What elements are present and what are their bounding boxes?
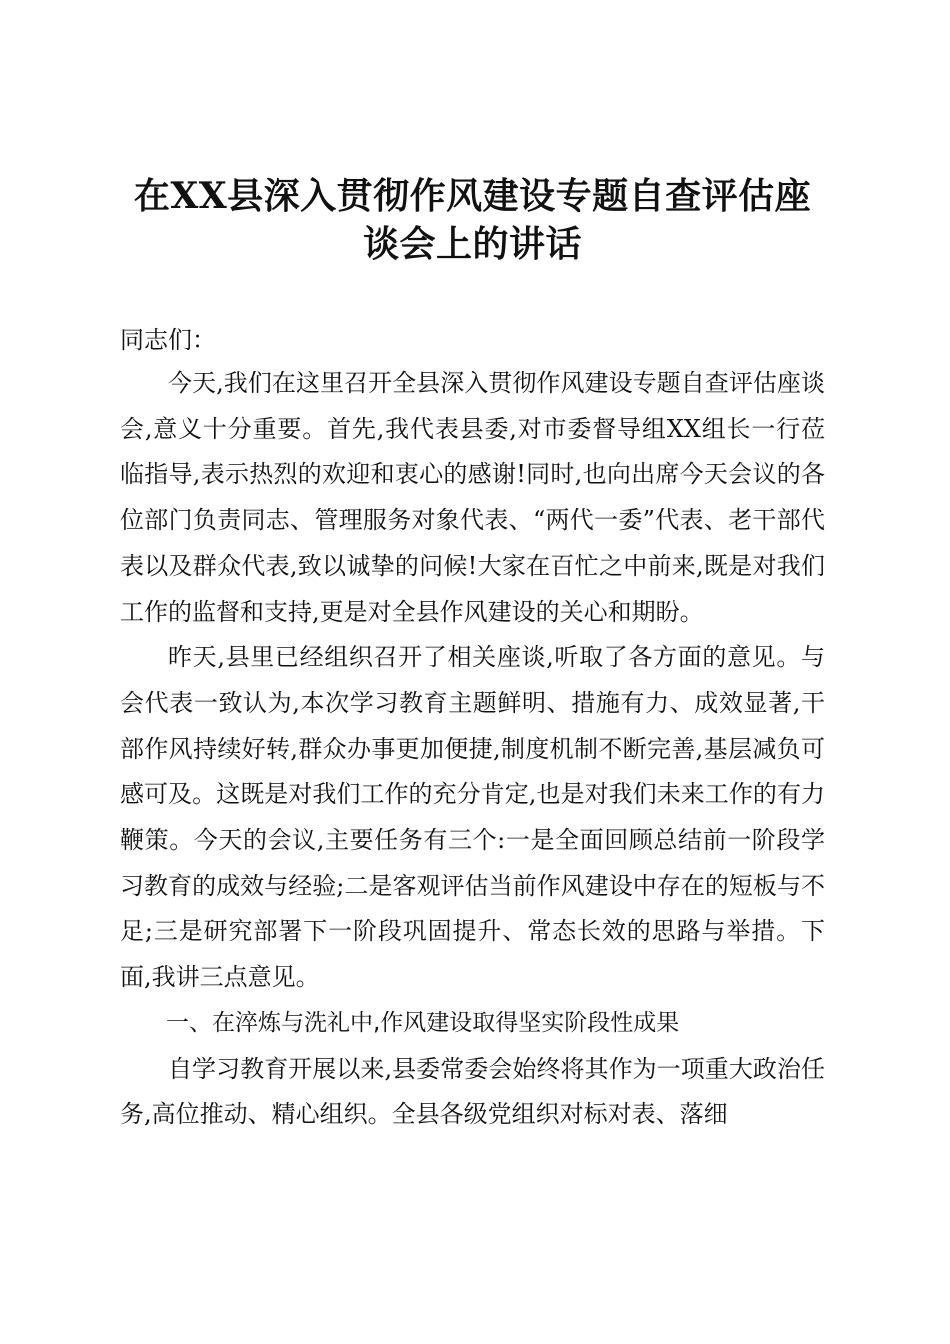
paragraph-opening: 今天,我们在这里召开全县深入贯彻作风建设专题自查评估座谈会,意义十分重要。首先,我代表县委,对市委督导组XX组长一行莅临指导,表示热烈的欢迎和衷心的感谢!同时,也向出席今天会议的各位部门负责同志、管理服务对象代表、“两代一委”代表、老干部代表以及群众代表,致以诚挚的问候!大家在百忙之中前来,既是对我们工作的监督和支持,更是对全县作风建设的关心和期盼。	[120, 369, 825, 626]
paragraph-meeting-tasks: 昨天,县里已经组织召开了相关座谈,听取了各方面的意见。与会代表一致认为,本次学习教育主题鲜明、措施有力、成效显著,干部作风持续好转,群众办事更加便捷,制度机制不断完善,基层减负可感可及。这既是对我们工作的充分肯定,也是对我们未来工作的有力鞭策。今天的会议,主要任务有三个:一是全面回顾总结前一阶段学习教育的成效与经验;二是客观评估当前作风建设中存在的短板与不足;三是研究部署下一阶段巩固提升、常态长效的思路与举措。下面,我讲三点意见。	[120, 643, 825, 992]
salutation: 同志们：	[120, 326, 216, 354]
document-body	[120, 320, 825, 1138]
paragraph-section-one: 自学习教育开展以来,县委常委会始终将其作为一项重大政治任务,高位推动、精心组织。全县各级党组织对标对表、落细	[120, 1054, 825, 1129]
document-title: 在XX县深入贯彻作风建设专题自查评估座谈会上的讲话	[133, 175, 812, 265]
section-heading-one: 一、在淬炼与洗礼中,作风建设取得坚实阶段性成果	[166, 1009, 680, 1036]
document-page	[120, 0, 825, 1344]
